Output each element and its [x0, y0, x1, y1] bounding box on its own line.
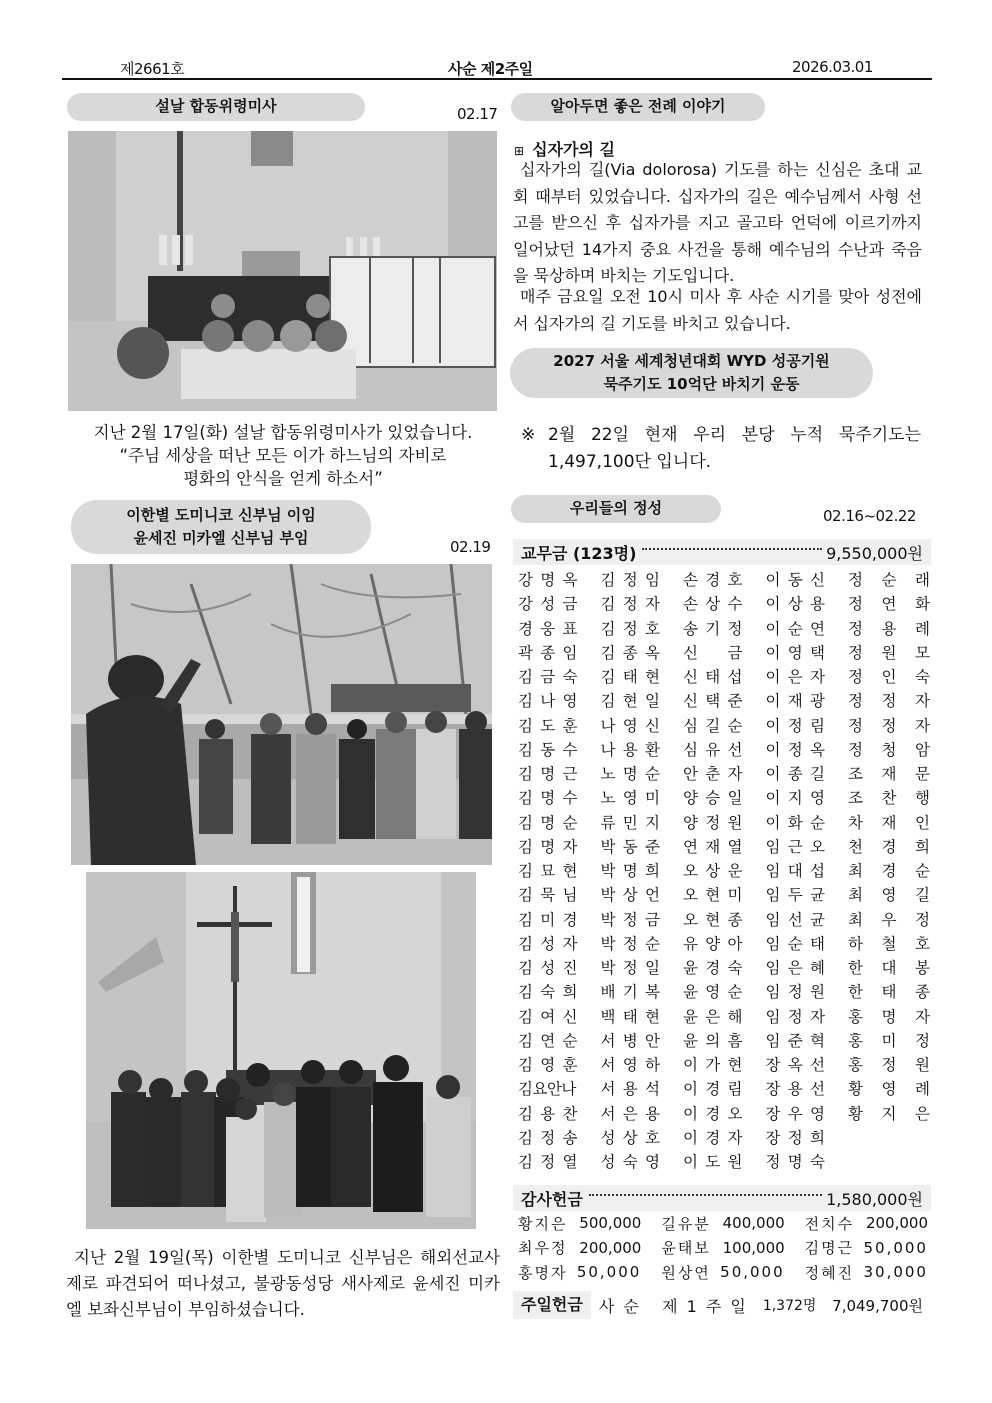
thanksgiving-total-bar	[513, 1185, 931, 1211]
contributor-name: 천 경 희	[848, 837, 930, 856]
contributor-name: 김 영 훈	[518, 1056, 578, 1075]
contributor-name: 양 승 일	[683, 789, 743, 808]
contributor-row	[518, 810, 930, 834]
contributor-name: 이 경 림	[683, 1080, 743, 1099]
section-heading-priest-transfer	[71, 500, 371, 554]
donor-name: 황지은	[518, 1214, 568, 1233]
photo-illustration	[86, 872, 476, 1229]
donation-amount: 50,000	[576, 1263, 642, 1282]
contributor-name: 이 은 자	[765, 668, 825, 687]
contributor-name: 김 현 일	[600, 692, 660, 711]
contributor-row	[518, 979, 930, 1003]
contributor-name: 연 재 열	[683, 837, 743, 856]
contributor-name: 정 청 암	[848, 740, 930, 759]
contributor-name: 이 영 택	[765, 643, 825, 662]
contributor-name: 강 명 옥	[518, 571, 578, 590]
contributor-name: 홍 미 정	[848, 1031, 930, 1050]
donation-amount: 30,000	[863, 1263, 928, 1282]
contributor-row	[518, 737, 930, 761]
donation-amount: 400,000	[722, 1214, 785, 1233]
contributor-name: 강 성 금	[518, 595, 578, 614]
section-title-line1: 2027 서울 세계청년대회 WYD 성공기원	[553, 351, 830, 370]
contributor-name: 이 지 영	[765, 789, 825, 808]
contributor-name: 김 묘 현	[518, 862, 578, 881]
contributor-name: 박 정 순	[600, 934, 660, 953]
donor-name: 정혜진	[804, 1263, 855, 1282]
contributor-name: 김요안나	[518, 1080, 576, 1099]
photo-illustration	[71, 564, 492, 865]
contributor-name: 오 현 종	[683, 910, 743, 929]
contributor-name: 김 금 숙	[518, 668, 578, 687]
priest-waving-farewell-to-parishioners-photo	[71, 564, 492, 865]
contributor-name: 김 여 신	[518, 1007, 578, 1026]
contributor-name: 차 재 인	[848, 813, 930, 832]
donation-amount: 50,000	[720, 1263, 785, 1282]
contributor-name: 손 경 호	[683, 571, 743, 590]
section-title-line2: 윤세진 미카엘 신부님 부임	[133, 529, 309, 547]
contributor-name: 신 금	[683, 643, 743, 662]
contributor-name: 손 상 수	[683, 595, 743, 614]
contributor-row	[518, 664, 930, 688]
contributor-name: 박 동 준	[600, 837, 660, 856]
contributor-name: 최 경 순	[848, 862, 930, 881]
contributor-name: 양 정 원	[683, 813, 743, 832]
bullet-box-icon: ⊞	[514, 144, 525, 158]
sunday-collection-label: 주일헌금	[513, 1291, 591, 1319]
contributor-name: 정 정 자	[848, 692, 930, 711]
contributor-name: 정 순 래	[848, 571, 930, 590]
issue-number: 제2661호	[120, 60, 185, 78]
contributor-name: 이 정 옥	[765, 740, 825, 759]
contributor-name: 정 정 자	[848, 716, 930, 735]
contributor-name: 조 재 문	[848, 765, 930, 784]
contributor-name: 임 근 오	[765, 837, 825, 856]
contributor-row	[518, 1076, 930, 1100]
sunday-collection-amount: 7,049,700원	[832, 1296, 923, 1315]
donation-amount: 200,000	[579, 1238, 642, 1257]
contributor-name: 김 미 경	[518, 910, 578, 929]
contributor-name: 김 묵 님	[518, 886, 578, 905]
contributor-name: 김 숙 희	[518, 983, 578, 1002]
contributor-name: 임 정 원	[765, 983, 825, 1002]
contributor-name: 정 원 모	[848, 643, 930, 662]
contributor-name: 이 종 길	[765, 765, 825, 784]
contributor-row	[518, 907, 930, 931]
contributor-name: 한 태 종	[848, 983, 930, 1002]
memorial-mass-caption	[64, 421, 502, 490]
issue-date: 2026.03.01	[792, 58, 873, 76]
thanksgiving-row	[518, 1236, 928, 1261]
section-heading-offerings	[511, 495, 721, 523]
contributor-name: 임 준 혁	[765, 1031, 825, 1050]
thanksgiving-label: 감사헌금	[521, 1189, 583, 1209]
contributor-name: 임 두 균	[765, 886, 825, 905]
donation-amount: 200,000	[865, 1214, 928, 1233]
contributor-name: 서 용 석	[600, 1080, 660, 1099]
contributor-name: 정 인 숙	[848, 668, 930, 687]
contributor-name: 유 양 아	[683, 934, 743, 953]
contributor-row	[518, 616, 930, 640]
contributor-name: 안 춘 자	[683, 765, 743, 784]
contributor-row	[518, 858, 930, 882]
contributor-name: 이 재 광	[765, 692, 825, 711]
contributor-row	[518, 688, 930, 712]
contributor-name: 김 성 진	[518, 959, 578, 978]
contributor-name: 김 명 근	[518, 765, 578, 784]
contributor-name: 이 가 현	[683, 1056, 743, 1075]
section-title-line1: 이한별 도미니코 신부님 이임	[126, 505, 316, 524]
contributor-name: 김 정 자	[600, 595, 660, 614]
contributor-name: 김 용 찬	[518, 1104, 578, 1123]
caption-line: 평화의 안식을 얻게 하소서”	[183, 469, 383, 488]
contributor-name: 임 은 혜	[765, 959, 825, 978]
contributor-name: 장 우 영	[765, 1104, 825, 1123]
altar-with-memorial-offerings-photo	[68, 131, 497, 411]
contributor-row	[518, 931, 930, 955]
contributor-name: 이 도 원	[683, 1153, 743, 1172]
liturgy-paragraph-1	[513, 157, 922, 290]
note-line: 2월 22일 현재 우리 본당 누적 묵주기도는	[548, 425, 921, 445]
donor-name: 최우정	[518, 1239, 568, 1258]
contributor-name: 이 경 자	[683, 1128, 743, 1147]
offerings-period: 02.16~02.22	[823, 507, 916, 525]
contributor-name: 김 명 순	[518, 813, 578, 832]
subtitle-text: 십자가의 길	[532, 140, 615, 159]
donation-amount: 100,000	[722, 1238, 785, 1257]
contributor-name: 경 웅 표	[518, 619, 578, 638]
paragraph-text: 십자가의 길(Via dolorosa) 기도를 하는 신심은 초대 교회 때부터 있었습니다. 십자가의 길은 예수님께서 사형 선고를 받으신 후 십자가를 지고 골고타 언덕에 이르기까지 일어났던 14가지 중요 사건을 통해 예수님의 수난과 죽음을 묵상하며 바치는 기도입니다.	[513, 160, 922, 285]
contributor-name: 김 연 순	[518, 1031, 578, 1050]
donor-name: 전치수	[804, 1214, 855, 1233]
header-divider	[62, 78, 932, 80]
contributor-row	[518, 567, 930, 591]
contributor-name: 성 상 호	[600, 1128, 660, 1147]
contributor-row	[518, 1149, 930, 1173]
donor-name: 홍명자	[518, 1263, 568, 1282]
donation-amount: 50,000	[863, 1238, 928, 1257]
section-heading-wyd-rosary	[510, 348, 873, 398]
contributor-name: 김 정 임	[600, 571, 660, 590]
donor-name: 윤태보	[661, 1239, 711, 1258]
section-title: 우리들의 정성	[569, 499, 663, 518]
section-heading-liturgy-story	[511, 93, 765, 121]
contributor-name: 정 용 례	[848, 619, 930, 638]
thanksgiving-contributors-list	[518, 1211, 928, 1285]
contributor-name: 장 옥 선	[765, 1056, 825, 1075]
contributor-name: 김 나 영	[518, 692, 578, 711]
contributor-name: 박 명 희	[600, 862, 660, 881]
donor-name: 김명근	[804, 1239, 855, 1258]
note-mark: ※	[521, 425, 536, 445]
contributor-name: 임 선 균	[765, 910, 825, 929]
contributor-row	[518, 1052, 930, 1076]
rosary-total: 1,497,100단 입니다.	[548, 452, 712, 472]
donation-amount: 500,000	[579, 1214, 642, 1233]
contributor-name: 류 민 지	[600, 813, 660, 832]
contributor-name: 이 상 용	[765, 595, 825, 614]
contributor-name: 홍 정 원	[848, 1056, 930, 1075]
contributor-name: 곽 종 임	[518, 643, 578, 662]
contributor-name: 박 정 일	[600, 959, 660, 978]
contributor-name: 조 찬 행	[848, 789, 930, 808]
contributor-row	[518, 1125, 930, 1149]
caption-line: 지난 2월 17일(화) 설날 합동위령미사가 있었습니다.	[93, 423, 473, 442]
dotted-leader	[642, 548, 822, 550]
dotted-leader	[589, 1194, 822, 1196]
sunday-attendance-count: 1,372명	[762, 1298, 817, 1314]
contributor-row	[518, 882, 930, 906]
contributor-name: 김 정 열	[518, 1153, 578, 1172]
contributor-name: 김 태 현	[600, 668, 660, 687]
section-title: 알아두면 좋은 전례 이야기	[550, 97, 726, 116]
contributor-name: 이 정 림	[765, 716, 825, 735]
contributor-name: 김 명 자	[518, 837, 578, 856]
contributor-name: 하 철 호	[848, 934, 930, 953]
section-title: 설날 합동위령미사	[155, 97, 277, 116]
group-photo-at-altar-photo	[86, 872, 476, 1229]
contributor-name: 홍 명 자	[848, 1007, 930, 1026]
contributor-row	[518, 713, 930, 737]
priest-transfer-caption	[66, 1245, 500, 1323]
contributor-name: 박 정 금	[600, 910, 660, 929]
contributor-name: 김 성 자	[518, 934, 578, 953]
contributor-name: 배 기 복	[600, 983, 660, 1002]
contributor-name: 윤 의 흠	[683, 1031, 743, 1050]
contributor-name: 이 순 연	[765, 619, 825, 638]
contributor-name: 김 정 호	[600, 619, 660, 638]
contributor-name: 노 명 순	[600, 765, 660, 784]
thanksgiving-row	[518, 1260, 928, 1285]
rosary-count-note	[521, 422, 921, 476]
donor-name: 원상연	[661, 1263, 711, 1282]
contributor-name: 임 순 태	[765, 934, 825, 953]
church-dues-contributors-list	[518, 567, 930, 1173]
contributor-name: 황 영 례	[848, 1080, 930, 1099]
contributor-name: 심 유 선	[683, 740, 743, 759]
thanksgiving-amount: 1,580,000원	[826, 1189, 923, 1209]
contributor-name: 이 동 신	[765, 571, 825, 590]
contributor-name: 신 택 준	[683, 692, 743, 711]
contributor-name: 장 용 선	[765, 1080, 825, 1099]
contributor-name: 오 현 미	[683, 886, 743, 905]
contributor-name: 최 영 길	[848, 886, 930, 905]
contributor-row	[518, 640, 930, 664]
photo-illustration	[68, 131, 497, 411]
caption-text: 지난 2월 19일(목) 이한별 도미니코 신부님은 해외선교사제로 파견되어 떠나셨고, 불광동성당 새사제로 윤세진 미카엘 보좌신부님이 부임하셨습니다.	[66, 1248, 500, 1319]
contributor-name: 나 용 환	[600, 740, 660, 759]
contributor-name: 노 영 미	[600, 789, 660, 808]
liturgy-paragraph-2	[513, 284, 922, 337]
contributor-name: 윤 영 순	[683, 983, 743, 1002]
contributor-name: 심 길 순	[683, 716, 743, 735]
sunday-collection-week: 사 순 제 1 주 일	[598, 1296, 748, 1316]
section-date: 02.17	[457, 105, 498, 123]
contributor-name: 서 병 안	[600, 1031, 660, 1050]
contributor-name: 한 대 봉	[848, 959, 930, 978]
contributor-name: 황 지 은	[848, 1104, 930, 1123]
thanksgiving-row	[518, 1211, 928, 1236]
contributor-name: 신 태 섭	[683, 668, 743, 687]
contributor-row	[518, 761, 930, 785]
contributor-name: 성 숙 영	[600, 1153, 660, 1172]
section-heading-memorial-mass	[67, 93, 365, 121]
church-dues-label: 교무금 (123명)	[521, 543, 637, 563]
church-dues-total-bar	[513, 539, 931, 565]
contributor-name: 윤 경 숙	[683, 959, 743, 978]
contributor-name: 정 명 숙	[765, 1153, 825, 1172]
section-title-line2: 묵주기도 10억단 바치기 운동	[603, 375, 800, 393]
liturgical-week: 사순 제2주일	[448, 60, 533, 78]
contributor-name: 오 상 운	[683, 862, 743, 881]
contributor-name: 백 태 현	[600, 1007, 660, 1026]
contributor-name: 김 명 수	[518, 789, 578, 808]
contributor-name: 임 대 섭	[765, 862, 825, 881]
sunday-collection-row	[513, 1291, 931, 1319]
contributor-name: 이 경 오	[683, 1104, 743, 1123]
contributor-name: 서 영 하	[600, 1056, 660, 1075]
contributor-row	[518, 1004, 930, 1028]
contributor-name: 김 정 송	[518, 1128, 578, 1147]
contributor-name: 최 우 정	[848, 910, 930, 929]
contributor-row	[518, 591, 930, 615]
church-dues-amount: 9,550,000원	[826, 543, 923, 563]
contributor-name: 나 영 신	[600, 716, 660, 735]
contributor-name: 정 연 화	[848, 595, 930, 614]
donor-name: 길유분	[661, 1214, 711, 1233]
contributor-name: 서 은 용	[600, 1104, 660, 1123]
contributor-row	[518, 834, 930, 858]
contributor-row	[518, 785, 930, 809]
contributor-name: 임 정 자	[765, 1007, 825, 1026]
contributor-name: 김 동 수	[518, 740, 578, 759]
section-date: 02.19	[450, 538, 491, 556]
contributor-name: 장 정 희	[765, 1128, 825, 1147]
contributor-name: 박 상 언	[600, 886, 660, 905]
contributor-name: 윤 은 해	[683, 1007, 743, 1026]
contributor-name: 김 도 훈	[518, 716, 578, 735]
contributor-name: 이 화 순	[765, 813, 825, 832]
contributor-row	[518, 1028, 930, 1052]
contributor-name: 송 기 정	[683, 619, 743, 638]
caption-line: “주님 세상을 떠난 모든 이가 하느님의 자비로	[119, 446, 447, 465]
paragraph-text: 매주 금요일 오전 10시 미사 후 사순 시기를 맞아 성전에서 십자가의 길 기도를 바치고 있습니다.	[513, 287, 922, 333]
contributor-name: 김 종 옥	[600, 643, 660, 662]
contributor-row	[518, 1101, 930, 1125]
contributor-row	[518, 955, 930, 979]
